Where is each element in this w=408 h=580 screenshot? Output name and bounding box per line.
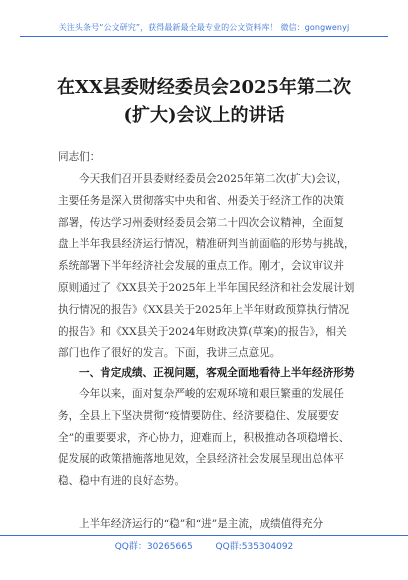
paragraph-line: 全”的重要要求，齐心协力，迎难而上，积极推动各项稳增长、 bbox=[58, 431, 350, 444]
section-heading: 一、肯定成绩、正视问题，客观全面地看待上半年经济形势 bbox=[79, 367, 355, 379]
title-line-2: (扩大)会议上的讲话 bbox=[123, 105, 285, 126]
header-banner: 关注头条号“公文研究”，获得最新最全最专业的公文资料库！ 微信：gongwenyj bbox=[58, 23, 350, 32]
paragraph-line: 稳、稳中有进的良好态势。 bbox=[58, 475, 186, 488]
header-divider bbox=[20, 36, 388, 37]
paragraph-line: 主要任务是深入贯彻落实中央和省、州委关于经济工作的决策 bbox=[58, 194, 345, 207]
paragraph-line: 系统部署下半年经济社会发展的重点工作。刚才，会议审议并 bbox=[58, 260, 345, 273]
paragraph-line: 部门也作了很好的发言。下面，我讲三点意见。 bbox=[58, 347, 281, 360]
salutation: 同志们： bbox=[58, 151, 101, 163]
footer-qq-group-1: QQ群：30265665 bbox=[114, 542, 193, 552]
paragraph-line: 执行情况的报告》《XX县关于2025年上半年财政预算执行情况 bbox=[58, 303, 349, 316]
paragraph-line: 部署，传达学习州委财经委员会第二十四次会议精神，全面复 bbox=[58, 216, 345, 229]
document-title bbox=[0, 74, 408, 130]
paragraph-line: 的报告》和《XX县关于2024年财政决算(草案)的报告》，相关 bbox=[58, 325, 347, 338]
paragraph-1 bbox=[58, 169, 356, 365]
paragraph-line: 今年以来，面对复杂严峻的宏观环境和艰巨繁重的发展任 bbox=[79, 388, 344, 400]
footer bbox=[0, 539, 408, 552]
footer-qq-group-2: QQ群:535304092 bbox=[215, 542, 294, 552]
paragraph-2 bbox=[58, 384, 356, 493]
paragraph-3: 上半年经济运行的“稳”和“进”是主流，成绩值得充分 bbox=[79, 518, 324, 530]
paragraph-line: 原则通过了《XX县关于2025年上半年国民经济和社会发展计划 bbox=[58, 281, 355, 294]
paragraph-line: 促发展的政策措施落地见效，全县经济社会发展呈现出总体平 bbox=[58, 453, 345, 466]
footer-divider bbox=[0, 535, 408, 536]
title-line-1: 在XX县委财经委员会2025年第二次 bbox=[56, 77, 352, 98]
paragraph-line: 今天我们召开县委财经委员会2025年第二次(扩大)会议， bbox=[79, 173, 348, 185]
paragraph-line: 务，全县上下坚决贯彻“疫情要防住、经济要稳住、发展要安 bbox=[58, 409, 339, 422]
paragraph-line: 盘上半年我县经济运行情况，精准研判当前面临的形势与挑战， bbox=[58, 238, 355, 251]
